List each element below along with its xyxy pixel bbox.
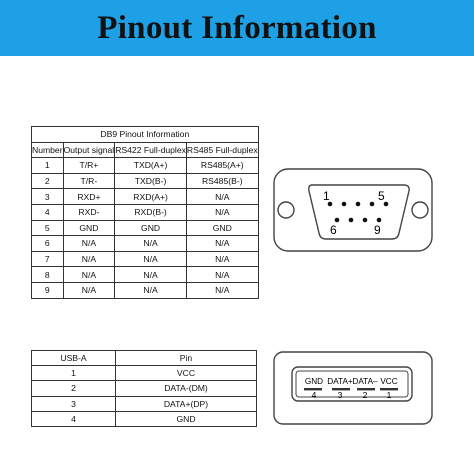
table-cell: N/A — [115, 236, 187, 252]
table-cell: 2 — [32, 381, 116, 396]
column-header: RS422 Full-duplex — [115, 142, 187, 158]
table-cell: 4 — [32, 411, 116, 426]
db9-pin-label-6: 6 — [330, 223, 337, 237]
usb-a-connector-diagram — [272, 350, 434, 426]
db9-pin — [342, 202, 347, 207]
table-cell: 5 — [32, 220, 64, 236]
usb-signal-label: DATA+ — [327, 377, 353, 386]
table-row — [32, 396, 257, 411]
db9-pin — [356, 202, 361, 207]
table-cell: N/A — [63, 236, 115, 252]
usb-signal-label: VCC — [380, 377, 398, 386]
usb-pin-number: 3 — [337, 390, 343, 400]
table-cell: N/A — [186, 251, 258, 267]
column-header: Number — [32, 142, 64, 158]
usb-pinout-table — [31, 350, 257, 427]
table-row — [32, 173, 259, 189]
usb-pin-number: 4 — [311, 390, 317, 400]
table-cell: 1 — [32, 158, 64, 174]
db9-pinout-table — [31, 126, 259, 299]
usb-pin-number: 2 — [362, 390, 368, 400]
table-cell: N/A — [63, 282, 115, 298]
table-cell: RXD(B-) — [115, 204, 187, 220]
table-header-row — [32, 351, 257, 366]
table-cell: N/A — [186, 267, 258, 283]
column-header: Pin — [116, 351, 257, 366]
table-cell: RXD+ — [63, 189, 115, 205]
table-cell: N/A — [186, 189, 258, 205]
table-cell: N/A — [115, 282, 187, 298]
table-cell: 4 — [32, 204, 64, 220]
table-cell: 3 — [32, 189, 64, 205]
table-cell: GND — [115, 220, 187, 236]
table-cell: RS485(B-) — [186, 173, 258, 189]
page-title: Pinout Information — [97, 9, 377, 46]
db9-left-screw-hole — [278, 202, 294, 218]
table-row — [32, 204, 259, 220]
table-cell: TXD(A+) — [115, 158, 187, 174]
table-cell: GND — [63, 220, 115, 236]
table-row — [32, 411, 257, 426]
table-caption-row — [32, 127, 259, 143]
table-cell: 9 — [32, 282, 64, 298]
db9-pin-label-9: 9 — [374, 223, 381, 237]
table-row — [32, 189, 259, 205]
db9-pin — [335, 218, 340, 223]
table-row — [32, 267, 259, 283]
column-header: Output signal — [63, 142, 115, 158]
table-cell: 3 — [32, 396, 116, 411]
usb-signal-label: DATA– — [352, 377, 378, 386]
db9-pin-label-1: 1 — [323, 189, 330, 203]
table-cell: VCC — [116, 366, 257, 381]
db9-connector-diagram — [272, 167, 434, 253]
table-cell: N/A — [186, 236, 258, 252]
db9-table-caption: DB9 Pinout Information — [32, 127, 259, 143]
table-row — [32, 282, 259, 298]
table-cell: N/A — [186, 282, 258, 298]
table-cell: T/R+ — [63, 158, 115, 174]
table-cell: N/A — [115, 267, 187, 283]
db9-right-screw-hole — [412, 202, 428, 218]
table-row — [32, 220, 259, 236]
table-cell: DATA+(DP) — [116, 396, 257, 411]
table-cell: 1 — [32, 366, 116, 381]
db9-pin — [370, 202, 375, 207]
table-cell: N/A — [63, 251, 115, 267]
table-row — [32, 158, 259, 174]
table-cell: 7 — [32, 251, 64, 267]
table-cell: N/A — [63, 267, 115, 283]
table-cell: N/A — [115, 251, 187, 267]
column-header: USB-A — [32, 351, 116, 366]
table-cell: RS485(A+) — [186, 158, 258, 174]
table-row — [32, 381, 257, 396]
table-cell: RXD(A+) — [115, 189, 187, 205]
table-row — [32, 366, 257, 381]
db9-pin — [363, 218, 368, 223]
db9-pin-label-5: 5 — [378, 189, 385, 203]
table-cell: N/A — [186, 204, 258, 220]
table-cell: GND — [186, 220, 258, 236]
table-cell: T/R- — [63, 173, 115, 189]
usb-pin-number: 1 — [386, 390, 392, 400]
table-row — [32, 251, 259, 267]
table-cell: GND — [116, 411, 257, 426]
usb-signal-label: GND — [304, 377, 324, 386]
table-header-row — [32, 142, 259, 158]
db9-pin — [349, 218, 354, 223]
table-cell: 6 — [32, 236, 64, 252]
table-row — [32, 236, 259, 252]
column-header: RS485 Full-duplex — [186, 142, 258, 158]
table-cell: DATA-(DM) — [116, 381, 257, 396]
table-cell: TXD(B-) — [115, 173, 187, 189]
table-cell: 2 — [32, 173, 64, 189]
table-cell: 8 — [32, 267, 64, 283]
title-banner — [0, 0, 474, 56]
table-cell: RXD- — [63, 204, 115, 220]
db9-pin — [377, 218, 382, 223]
